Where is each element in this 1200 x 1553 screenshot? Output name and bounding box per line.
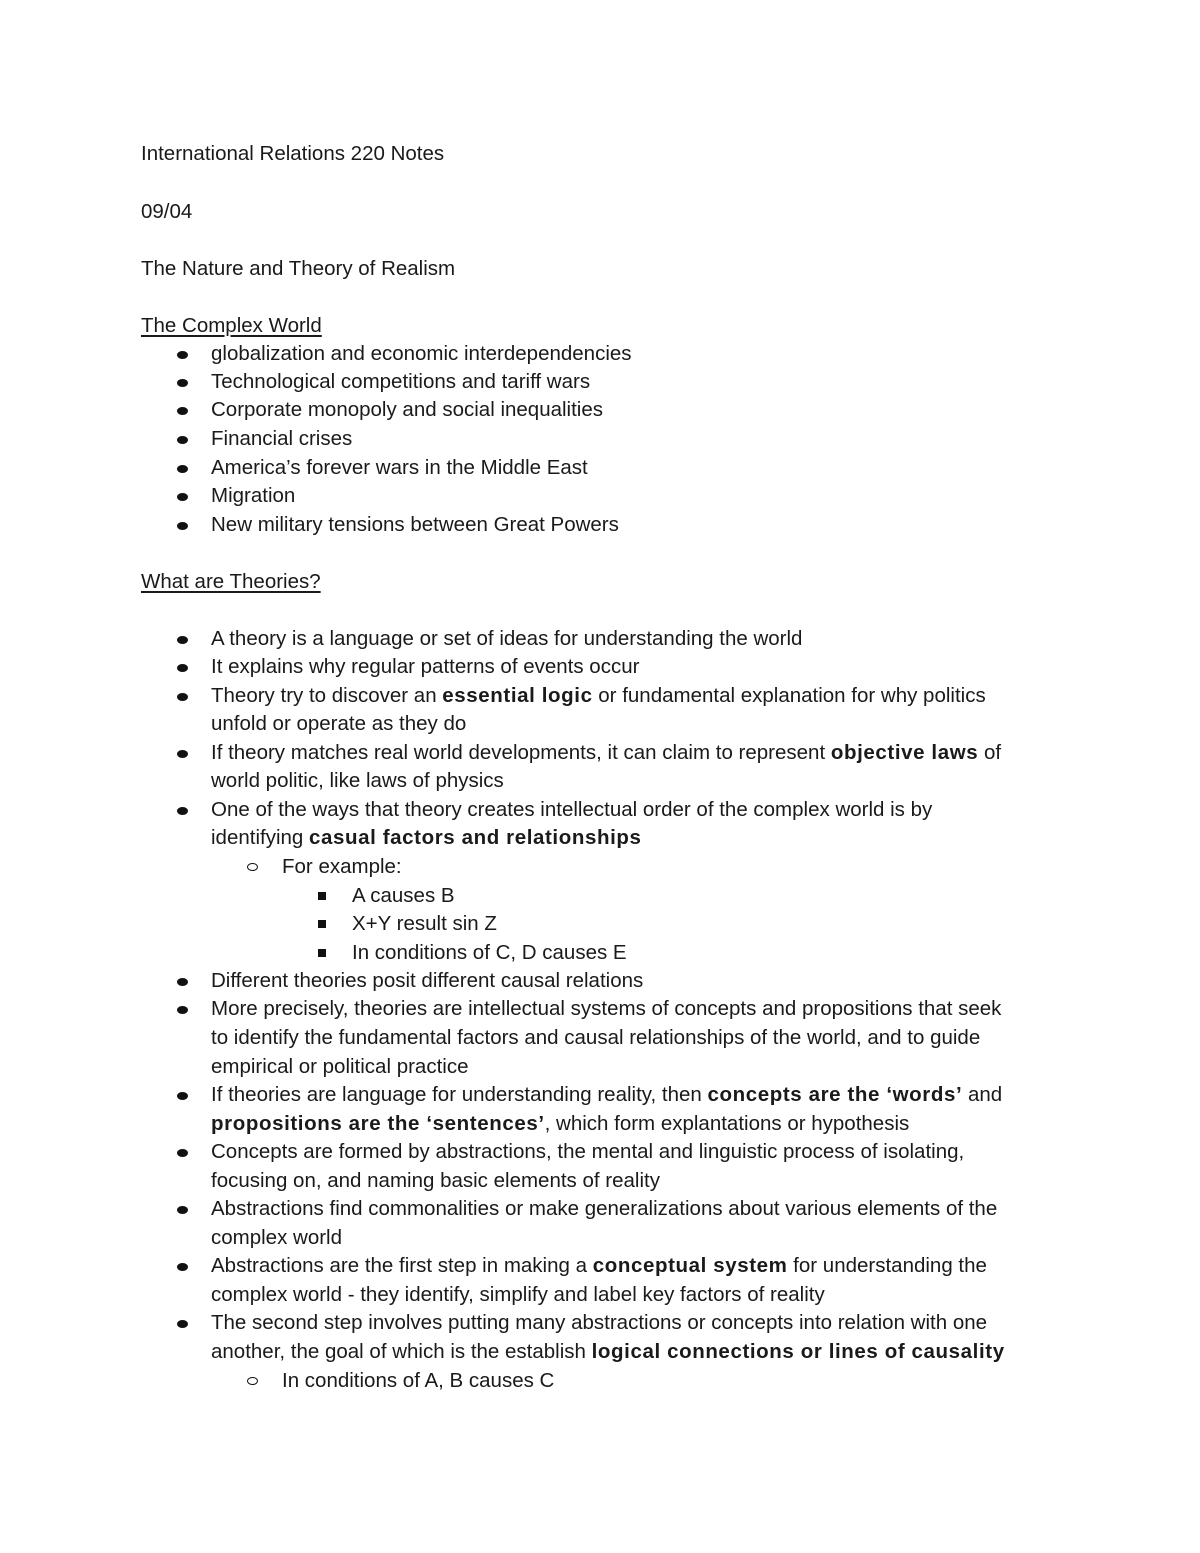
list-item: More precisely, theories are intellectual systems of concepts and propositions that seek	[211, 997, 1002, 1020]
text-run: for understanding the	[787, 1254, 987, 1277]
list-item	[211, 1081, 1002, 1109]
bold-term: concepts are the ‘words’	[707, 1083, 963, 1106]
bullet-icon	[177, 436, 188, 444]
section-heading-theories: What are Theories?	[141, 570, 321, 593]
list-item: Concepts are formed by abstractions, the mental and linguistic process of isolating,	[211, 1140, 965, 1163]
list-item: The second step involves putting many abstractions or concepts into relation with one	[211, 1311, 988, 1334]
text-run: of	[978, 741, 1002, 764]
list-item: Financial crises	[211, 427, 353, 450]
bullet-icon	[177, 807, 188, 815]
bold-term: propositions are the ‘sentences’	[211, 1112, 545, 1135]
list-item-continuation	[211, 824, 642, 852]
list-item: Technological competitions and tariff wars	[211, 370, 591, 393]
text-run: and	[962, 1083, 1003, 1106]
list-item: One of the ways that theory creates intellectual order of the complex world is by	[211, 798, 933, 821]
text-run: If theories are language for understanding reality, then	[211, 1083, 708, 1106]
bold-term: essential logic	[442, 684, 593, 707]
bullet-icon	[177, 1149, 188, 1157]
hollow-bullet-icon	[247, 863, 258, 871]
text-run: Theory try to discover an	[211, 684, 443, 707]
sub-list-item: For example:	[282, 855, 402, 878]
bullet-icon	[177, 1092, 188, 1100]
list-item-continuation: to identify the fundamental factors and causal relationships of the world, and to guide	[211, 1026, 981, 1049]
topic-title: The Nature and Theory of Realism	[141, 257, 456, 280]
text-run: If theory matches real world developments, it can claim to represent	[211, 741, 831, 764]
list-item-continuation: empirical or political practice	[211, 1055, 469, 1078]
list-item: Migration	[211, 484, 296, 507]
list-item: A theory is a language or set of ideas for understanding the world	[211, 627, 803, 650]
bullet-icon	[177, 407, 188, 415]
list-item: America’s forever wars in the Middle East	[211, 456, 588, 479]
list-item: globalization and economic interdependencies	[211, 342, 632, 365]
list-item-continuation: complex world	[211, 1226, 343, 1249]
date-label: 09/04	[141, 200, 193, 223]
text-run: or fundamental explanation for why politics	[592, 684, 986, 707]
bullet-icon	[177, 664, 188, 672]
hollow-bullet-icon	[247, 1377, 258, 1385]
list-item: It explains why regular patterns of events occur	[211, 655, 640, 678]
bullet-icon	[177, 978, 188, 986]
bullet-icon	[177, 351, 188, 359]
list-item-continuation: world politic, like laws of physics	[211, 769, 504, 792]
text-run: another, the goal of which is the establish	[211, 1340, 592, 1363]
list-item	[211, 682, 986, 710]
list-item: Abstractions find commonalities or make generalizations about various elements of the	[211, 1197, 998, 1220]
bullet-icon	[177, 750, 188, 758]
list-item: Corporate monopoly and social inequalities	[211, 398, 604, 421]
square-bullet-icon	[318, 920, 326, 928]
list-item-continuation	[211, 1110, 909, 1138]
square-bullet-icon	[318, 949, 326, 957]
list-item	[211, 1252, 987, 1280]
bullet-icon	[177, 1320, 188, 1328]
bullet-icon	[177, 636, 188, 644]
bold-term: conceptual system	[592, 1254, 788, 1277]
list-item-continuation: unfold or operate as they do	[211, 712, 467, 735]
bold-term: objective laws	[830, 741, 979, 764]
sub-sub-list-item: In conditions of C, D causes E	[352, 941, 627, 964]
bullet-icon	[177, 693, 188, 701]
text-run: identifying	[211, 826, 310, 849]
bullet-icon	[177, 1006, 188, 1014]
bold-term: casual factors and relationships	[309, 826, 642, 849]
bullet-icon	[177, 493, 188, 501]
bullet-icon	[177, 1263, 188, 1271]
bold-term: logical connections or lines of causality	[591, 1340, 1005, 1363]
section-heading-complex-world: The Complex World	[141, 314, 322, 337]
text-run: Abstractions are the first step in making a	[211, 1254, 593, 1277]
sub-sub-list-item: A causes B	[352, 884, 455, 907]
document-title: International Relations 220 Notes	[141, 142, 445, 165]
bullet-icon	[177, 1206, 188, 1214]
list-item-continuation	[211, 1338, 1005, 1366]
list-item: Different theories posit different causal relations	[211, 969, 644, 992]
list-item-continuation: focusing on, and naming basic elements of reality	[211, 1169, 660, 1192]
bullet-icon	[177, 522, 188, 530]
square-bullet-icon	[318, 892, 326, 900]
bullet-icon	[177, 379, 188, 387]
text-run: , which form explantations or hypothesis	[544, 1112, 910, 1135]
sub-list-item: In conditions of A, B causes C	[282, 1369, 555, 1392]
list-item-continuation: complex world - they identify, simplify and label key factors of reality	[211, 1283, 825, 1306]
list-item: New military tensions between Great Powers	[211, 513, 619, 536]
bullet-icon	[177, 465, 188, 473]
sub-sub-list-item: X+Y result sin Z	[352, 912, 497, 935]
list-item	[211, 739, 1001, 767]
